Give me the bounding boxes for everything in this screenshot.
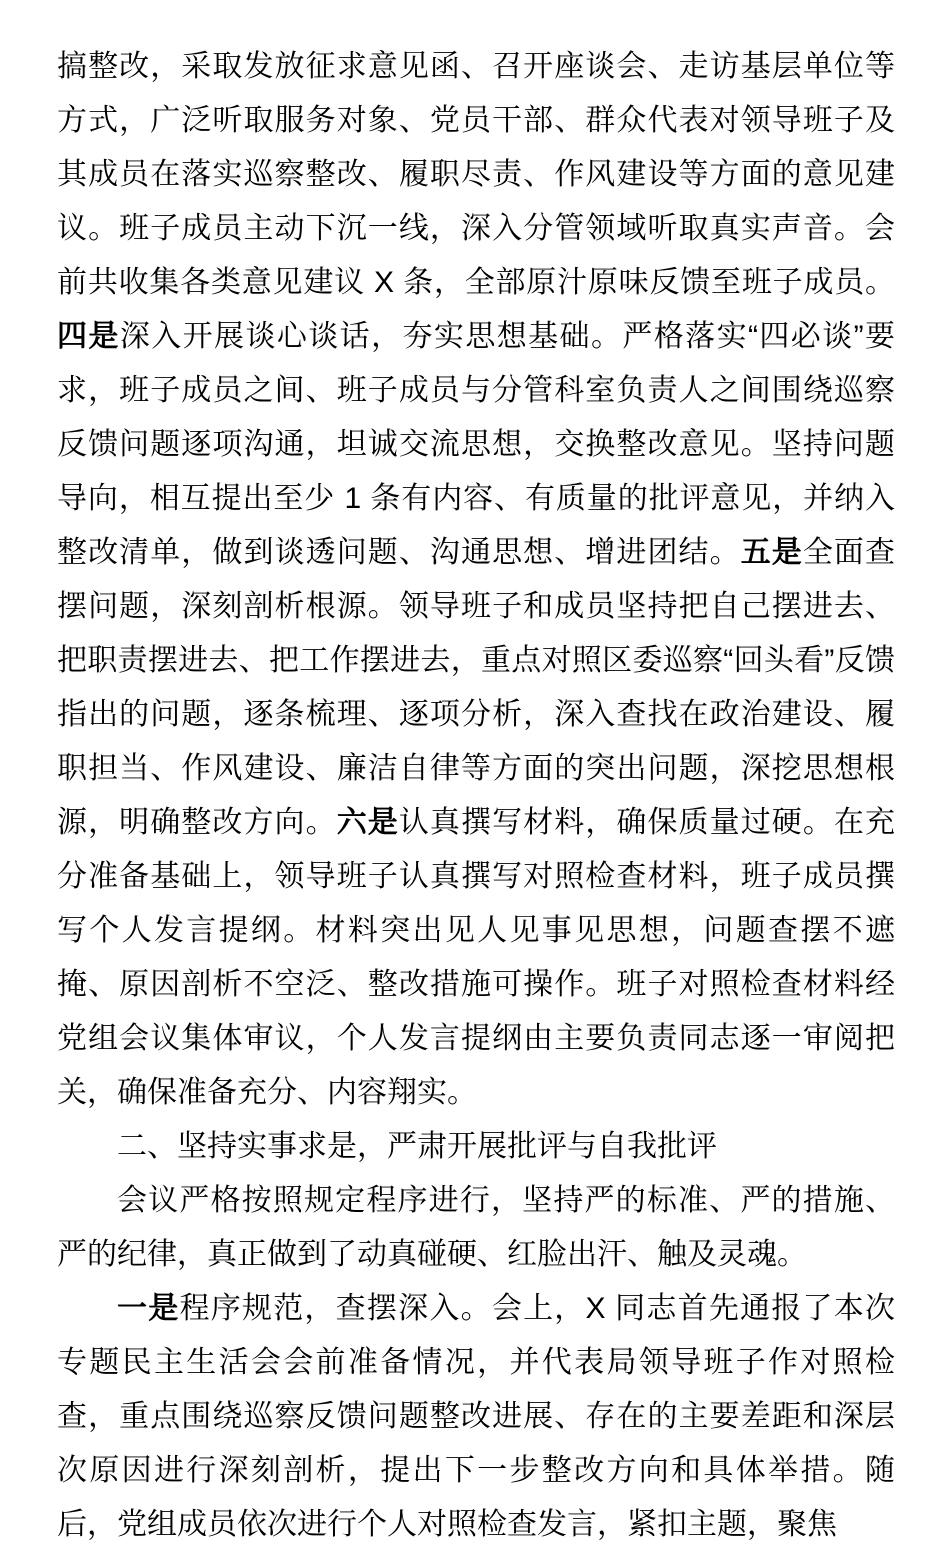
emphasis-label: 六是 <box>336 806 399 839</box>
section-heading <box>57 1120 895 1174</box>
text-run: 深入开展谈心谈话，夯实思想基础。严格落实“四必谈”要求，班子成员之间、班子成员与分管科室负责人之间围绕巡察反馈问题逐项沟通，坦诚交流思想，交换整改意见。坚持问题导向，相互提出至少 1 条有内容、有质量的批评意见，并纳入整改清单，做到谈透问题、沟通思想、增进团结。 <box>57 320 896 569</box>
emphasis-label: 四是 <box>57 320 120 353</box>
body-paragraph <box>57 1174 895 1282</box>
text-run: 二、坚持实事求是，严肃开展批评与自我批评 <box>117 1130 717 1163</box>
text-run: 会议严格按照规定程序进行，坚持严的标准、严的措施、严的纪律，真正做到了动真碰硬、红脸出汗、触及灵魂。 <box>57 1184 895 1271</box>
document-body <box>57 40 895 1552</box>
emphasis-label: 五是 <box>740 536 803 569</box>
body-paragraph <box>57 1282 895 1552</box>
emphasis-label: 一是 <box>117 1292 180 1325</box>
text-run: 搞整改，采取发放征求意见函、召开座谈会、走访基层单位等方式，广泛听取服务对象、党员干部、群众代表对领导班子及其成员在落实巡察整改、履职尽责、作风建设等方面的意见建议。班子成员主动下沉一线，深入分管领域听取真实声音。会前共收集各类意见建议 X 条，全部原汁原味反馈至班子成员。 <box>57 50 895 299</box>
body-paragraph <box>57 40 895 1120</box>
text-run: 认真撰写材料，确保质量过硬。在充分准备基础上，领导班子认真撰写对照检查材料，班子成员撰写个人发言提纲。材料突出见人见事见思想，问题查摆不遮掩、原因剖析不空泛、整改措施可操作。班子对照检查材料经党组会议集体审议，个人发言提纲由主要负责同志逐一审阅把关，确保准备充分、内容翔实。 <box>57 806 896 1109</box>
text-run: 全面查摆问题，深刻剖析根源。领导班子和成员坚持把自己摆进去、把职责摆进去、把工作摆进去，重点对照区委巡察“回头看”反馈指出的问题，逐条梳理、逐项分析，深入查找在政治建设、履职担当、作风建设、廉洁自律等方面的突出问题，深挖思想根源，明确整改方向。 <box>57 536 896 839</box>
text-run: 程序规范，查摆深入。会上，X 同志首先通报了本次专题民主生活会会前准备情况，并代表局领导班子作对照检查，重点围绕巡察反馈问题整改进展、存在的主要差距和深层次原因进行深刻剖析，提出下一步整改方向和具体举措。随后，党组成员依次进行个人对照检查发言，紧扣主题，聚焦 <box>57 1292 895 1541</box>
